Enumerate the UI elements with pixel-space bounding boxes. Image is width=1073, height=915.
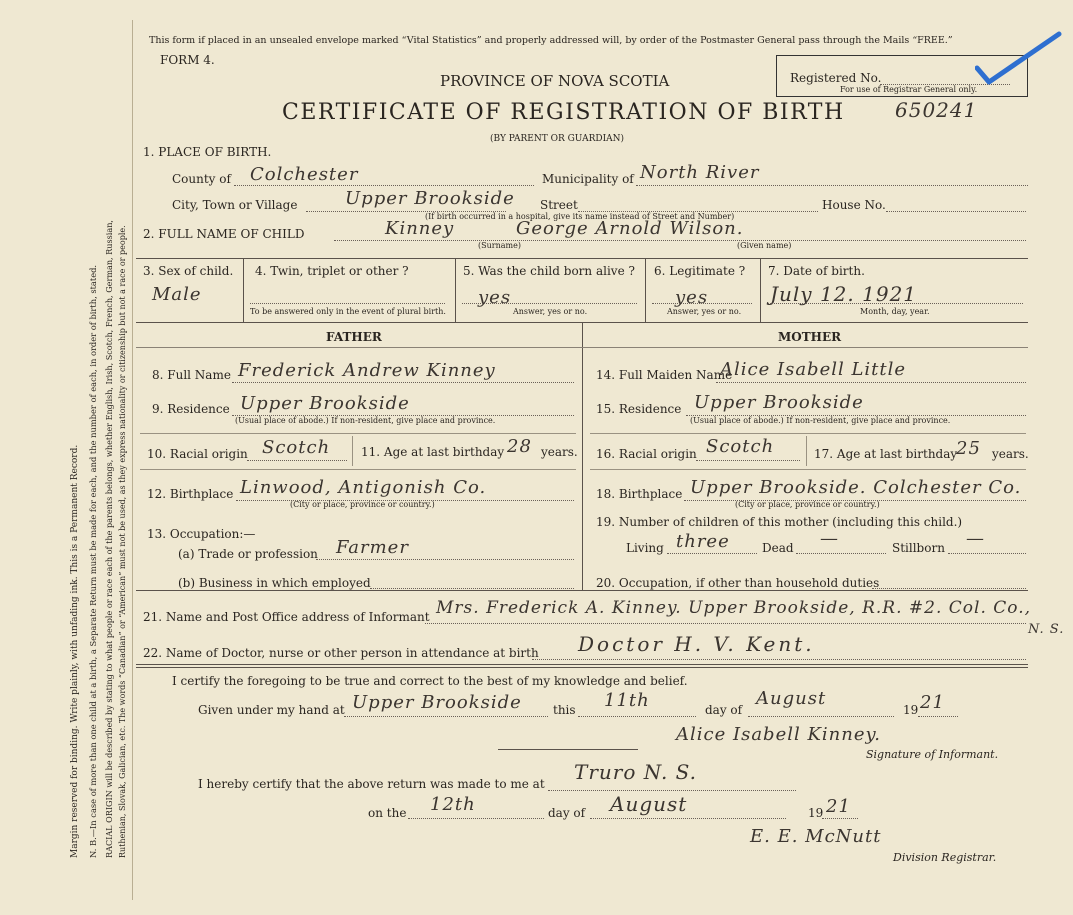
informant-signature-caption: Signature of Informant.	[866, 748, 999, 761]
doctor-value: Doctor H. V. Kent.	[578, 632, 815, 656]
trade-label: (a) Trade or profession	[178, 547, 318, 561]
father-age-value: 28	[507, 436, 532, 457]
check-mark-icon	[975, 30, 1065, 90]
stillborn-value: —	[966, 528, 985, 549]
business-label: (b) Business in which employed	[178, 576, 371, 590]
municipality-value: North River	[640, 162, 760, 183]
mother-occupation-label: 20. Occupation, if other than household duties	[596, 576, 880, 590]
house-number-label: House No.	[822, 198, 886, 212]
county-label: County of	[172, 172, 231, 186]
given-name-caption: (Given name)	[737, 241, 792, 250]
father-residence-note: (Usual place of abode.) If non-resident, give place and province.	[235, 416, 496, 425]
born-alive-value: yes	[478, 287, 512, 308]
certify-year-value: 21	[920, 692, 945, 713]
place-of-birth-label: 1. PLACE OF BIRTH.	[143, 145, 272, 159]
margin-note-multiple-births: N. B.—In case of more than one child at a birth, a Separate Return must be made for each, and the number of each, in order of birth, stated.	[88, 264, 98, 858]
father-heading: FATHER	[326, 330, 382, 344]
father-racial-origin-value: Scotch	[262, 437, 331, 458]
father-birthplace-label: 12. Birthplace	[147, 487, 234, 501]
province-heading: PROVINCE OF NOVA SCOTIA	[440, 72, 670, 90]
living-value: three	[676, 531, 730, 552]
given-place-value: Upper Brookside	[352, 692, 522, 713]
stillborn-label: Stillborn	[892, 541, 945, 555]
mother-age-years: years.	[992, 447, 1029, 461]
living-label: Living	[626, 541, 664, 555]
born-alive-label: 5. Was the child born alive ?	[463, 264, 635, 278]
mother-racial-origin-label: 16. Racial origin	[596, 447, 697, 461]
mother-residence-note: (Usual place of abode.) If non-resident, give place and province.	[690, 416, 951, 425]
informant-label: 21. Name and Post Office address of Informant	[143, 610, 430, 624]
certify-month-value: August	[756, 688, 827, 709]
city-label: City, Town or Village	[172, 198, 298, 212]
dead-label: Dead	[762, 541, 794, 555]
division-registrar-caption: Division Registrar.	[893, 851, 997, 864]
given-under-label: Given under my hand at	[198, 703, 345, 717]
sex-value: Male	[152, 284, 202, 305]
mother-age-value: 25	[956, 438, 981, 459]
street-label: Street	[540, 198, 578, 212]
registrar-statement: I hereby certify that the above return was made to me at	[198, 777, 545, 791]
doctor-label: 22. Name of Doctor, nurse or other person in attendance at birth	[143, 646, 539, 660]
informant-signature: Alice Isabell Kinney.	[676, 724, 881, 745]
registrar-year-value: 21	[826, 796, 851, 817]
father-birthplace-value: Linwood, Antigonish Co.	[240, 477, 487, 498]
legitimate-value: yes	[675, 287, 709, 308]
mother-name-label: 14. Full Maiden Name	[596, 368, 733, 382]
mother-racial-origin-value: Scotch	[706, 436, 775, 457]
certificate-subtitle: (BY PARENT OR GUARDIAN)	[490, 134, 625, 144]
plural-birth-label: 4. Twin, triplet or other ?	[255, 264, 409, 278]
mother-heading: MOTHER	[778, 330, 842, 344]
father-racial-origin-label: 10. Racial origin	[147, 447, 248, 461]
postal-notice: This form if placed in an unsealed envelope marked “Vital Statistics” and properly addressed will, by order of the Postmaster General pass through the Mails “FREE.”	[149, 35, 953, 46]
mother-birthplace-label: 18. Birthplace	[596, 487, 683, 501]
trade-value: Farmer	[336, 537, 409, 558]
registration-number: 650241	[895, 98, 978, 122]
mother-residence-label: 15. Residence	[596, 402, 682, 416]
date-of-birth-value: July 12. 1921	[770, 282, 918, 306]
registrar-place-value: Truro N. S.	[574, 760, 698, 784]
registrar-month-value: August	[610, 792, 688, 816]
father-occupation-label: 13. Occupation:—	[147, 527, 256, 541]
father-name-value: Frederick Andrew Kinney	[238, 360, 496, 381]
registrar-signature: E. E. McNutt	[750, 826, 882, 847]
certificate-title: CERTIFICATE OF REGISTRATION OF BIRTH	[282, 100, 845, 125]
margin-note-racial-origin: RACIAL ORIGIN will be described by stating to what people or race each of the parents belongs, whether English, Irish, Scotch, French, German, Russian,	[104, 220, 114, 858]
date-of-birth-note: Month, day, year.	[860, 307, 930, 316]
certify-year-prefix: 19	[903, 703, 919, 717]
father-residence-value: Upper Brookside	[240, 393, 410, 414]
registrar-day-value: 12th	[430, 794, 476, 815]
child-name-label: 2. FULL NAME OF CHILD	[143, 227, 305, 241]
hospital-note: (If birth occurred in a hospital, give its name instead of Street and Number)	[425, 212, 735, 221]
father-birthplace-note: (City or place, province or country.)	[290, 500, 435, 509]
municipality-label: Municipality of	[542, 172, 634, 186]
child-given-name: George Arnold Wilson.	[516, 218, 744, 239]
mother-birthplace-note: (City or place, province or country.)	[735, 500, 880, 509]
form-number: FORM 4.	[160, 53, 215, 67]
surname-caption: (Surname)	[478, 241, 521, 250]
mother-birthplace-value: Upper Brookside. Colchester Co.	[690, 477, 1022, 498]
mother-age-label: 17. Age at last birthday	[814, 447, 958, 461]
children-count-label: 19. Number of children of this mother (including this child.)	[596, 515, 963, 529]
legitimate-label: 6. Legitimate ?	[654, 264, 746, 278]
city-value: Upper Brookside	[345, 188, 515, 209]
certify-day-value: 11th	[604, 690, 650, 711]
margin-note-racial-origin-2: Ruthenian, Slovak, Galician, etc. The words “Canadian” or “American” must not be used, as they express nationality or citizenship but not a race or people.	[118, 225, 127, 858]
registrar-on-label: on the	[368, 806, 407, 820]
informant-value-province: N. S.	[1028, 622, 1065, 637]
legitimate-note: Answer, yes or no.	[667, 307, 742, 316]
informant-value: Mrs. Frederick A. Kinney. Upper Brookside, R.R. #2. Col. Co.,	[436, 598, 1032, 618]
certify-statement: I certify the foregoing to be true and correct to the best of my knowledge and belief.	[172, 674, 688, 688]
this-label: this	[553, 703, 576, 717]
sex-label: 3. Sex of child.	[143, 264, 234, 278]
plural-birth-note: To be answered only in the event of plural birth.	[250, 307, 446, 316]
father-age-years: years.	[541, 445, 578, 459]
mother-residence-value: Upper Brookside	[694, 392, 864, 413]
county-value: Colchester	[250, 164, 359, 185]
date-of-birth-label: 7. Date of birth.	[768, 264, 865, 278]
registered-note: For use of Registrar General only.	[840, 85, 978, 94]
mother-name-value: Alice Isabell Little	[720, 359, 907, 380]
dead-value: —	[820, 528, 839, 549]
child-surname: Kinney	[385, 218, 455, 239]
registrar-day-of-label: day of	[548, 806, 586, 820]
father-name-label: 8. Full Name	[152, 368, 231, 382]
born-alive-note: Answer, yes or no.	[513, 307, 588, 316]
father-residence-label: 9. Residence	[152, 402, 230, 416]
father-age-label: 11. Age at last birthday	[361, 445, 505, 459]
day-of-label: day of	[705, 703, 743, 717]
registered-label: Registered No.	[790, 71, 882, 85]
registrar-year-prefix: 19	[808, 806, 824, 820]
margin-note-binding: Margin reserved for binding. Write plainly, with unfading ink. This is a Permanent Record.	[70, 444, 80, 858]
